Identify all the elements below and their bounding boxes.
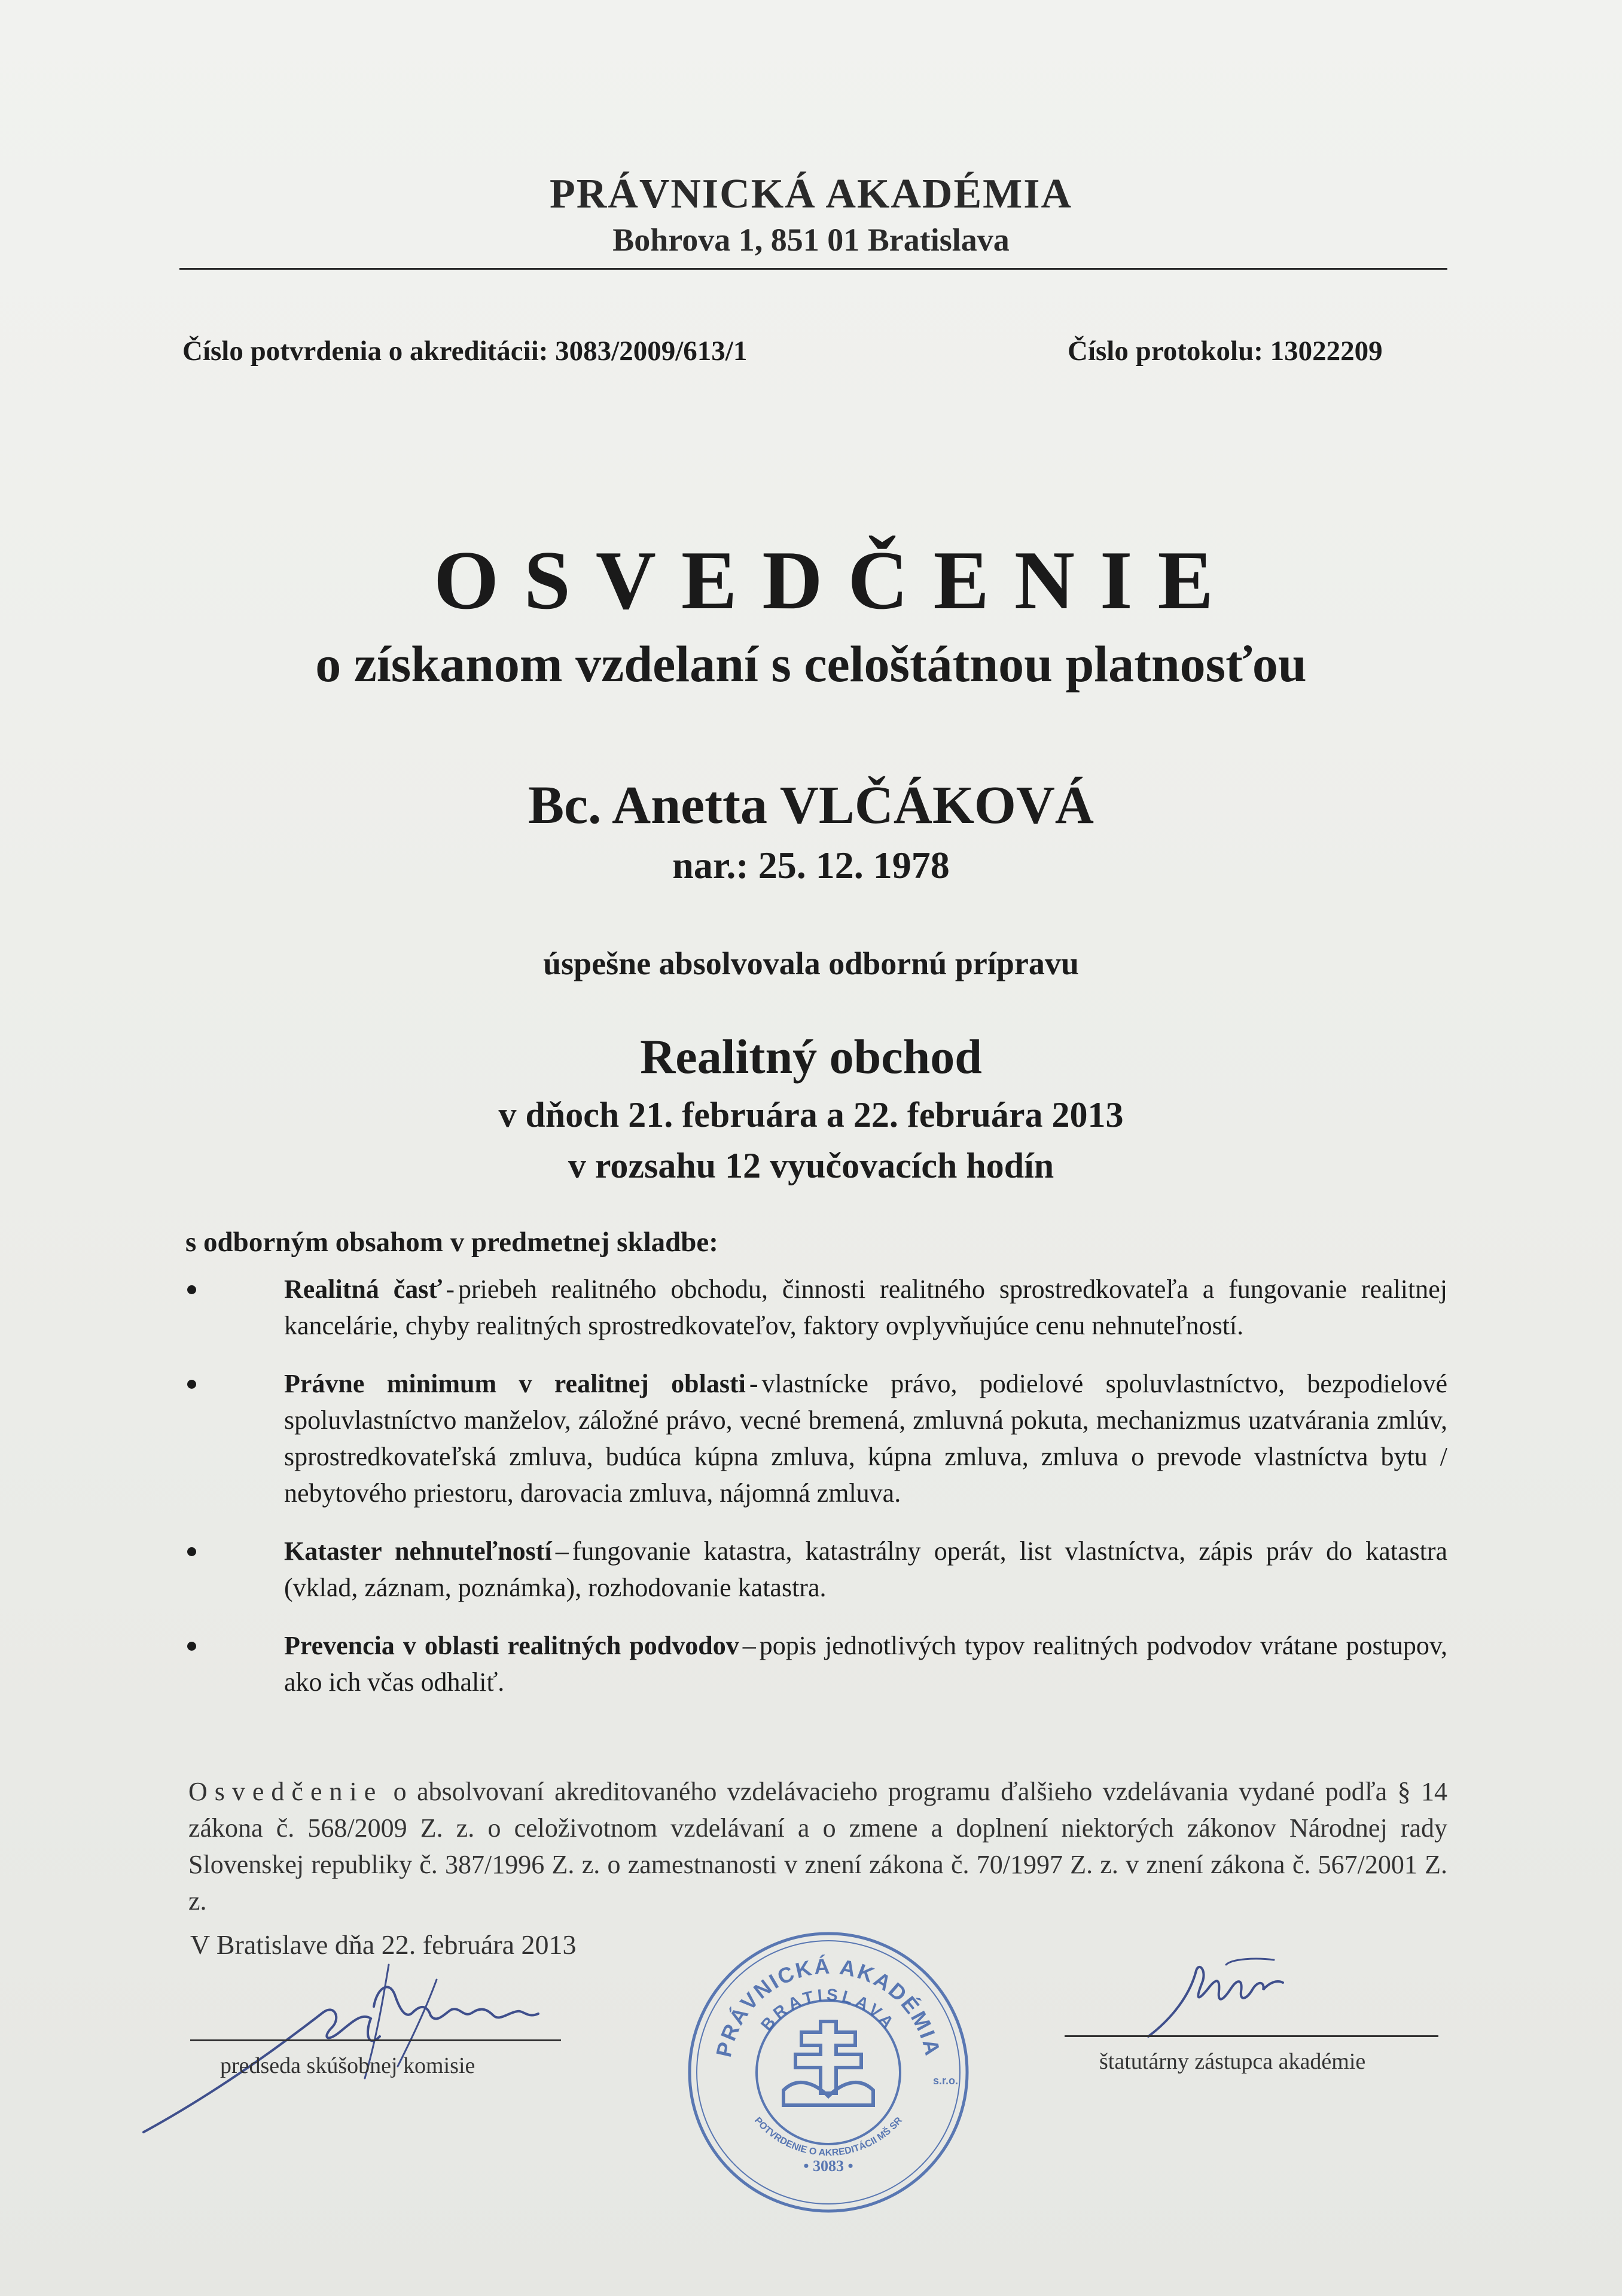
list-item xyxy=(182,1271,1447,1344)
stamp-bottom-text: POTVRDENIE O AKREDITÁCII MŠ SR xyxy=(752,2115,905,2158)
bullet-icon xyxy=(187,1547,196,1556)
signature-caption-right: štatutárny zástupca akadémie xyxy=(1099,2049,1366,2074)
stamp-city-text: BRATISLAVA xyxy=(757,1985,900,2035)
place-and-date: V Bratislave dňa 22. februára 2013 xyxy=(190,1929,577,1960)
stamp-number: • 3083 • xyxy=(803,2157,853,2175)
list-item-title: Právne minimum v realitnej oblasti xyxy=(284,1369,746,1398)
stamp-legal-form: s.r.o. xyxy=(933,2075,959,2087)
stamp-top-text: PRÁVNICKÁ AKADÉMIA xyxy=(711,1953,946,2060)
list-item-title: Realitná časť xyxy=(284,1274,443,1304)
signature-caption-left: predseda skúšobnej komisie xyxy=(220,2053,475,2078)
recipient-birth-date: nar.: 25. 12. 1978 xyxy=(672,844,950,886)
legal-notice-lead: Osvedčenie xyxy=(188,1777,383,1806)
list-item-text: priebeh realitného obchodu, činnosti realitného sprostredkovateľa a fungovanie realitnej kancelárie, chyby realitných sprostredkovateľov, faktory ovplyvňujúce cenu nehnuteľností. xyxy=(284,1274,1448,1340)
signature-line-left xyxy=(190,2039,561,2041)
list-item-separator: – xyxy=(742,1631,756,1660)
list-item-text: fungovanie katastra, katastrálny operát, list vlastníctva, zápis práv do katastra (vklad, záznam, poznámka), rozhodovanie katastra. xyxy=(284,1536,1448,1602)
list-item xyxy=(182,1627,1447,1700)
bullet-icon xyxy=(187,1285,196,1294)
list-item-separator: - xyxy=(446,1274,455,1304)
legal-notice-text: o absolvovaní akreditovaného vzdelávacieho programu ďalšieho vzdelávania vydané podľa § 14 zákona č. 568/2009 Z. z. o celoživotnom vzdelávaní a o zmene a doplnení niektorých zákonov Národnej rady Slovenskej republiky č. 387/1996 Z. z. o zamestnanosti v znení zákona č. 70/1997 Z. z. v znení zákona č. 567/2001 Z. z. xyxy=(188,1777,1448,1916)
completion-statement: úspešne absolvovala odbornú prípravu xyxy=(543,946,1079,981)
academy-representative-signature xyxy=(1136,1947,1334,2042)
content-intro: s odborným obsahom v predmetnej skladbe: xyxy=(185,1227,718,1258)
institution-address: Bohrova 1, 851 01 Bratislava xyxy=(612,222,1010,258)
list-item-separator: – xyxy=(555,1536,569,1566)
list-item-text: popis jednotlivých typov realitných podvodov vrátane postupov, ako ich včas odhaliť. xyxy=(284,1631,1447,1697)
header-divider xyxy=(179,268,1447,270)
certificate-subtitle: o získanom vzdelaní s celoštátnou platnosťou xyxy=(315,635,1307,693)
list-item xyxy=(182,1533,1447,1606)
double-cross-icon xyxy=(783,2021,873,2105)
course-hours: v rozsahu 12 vyučovacích hodín xyxy=(568,1146,1054,1185)
bullet-icon xyxy=(187,1642,196,1651)
certificate-title: OSVEDČENIE xyxy=(434,534,1239,627)
list-item-title: Prevencia v oblasti realitných podvodov xyxy=(284,1631,739,1660)
content-list xyxy=(182,1271,1447,1722)
list-item-separator: - xyxy=(749,1369,758,1398)
list-item xyxy=(182,1365,1447,1511)
course-dates: v dňoch 21. februára a 22. februára 2013 xyxy=(498,1095,1124,1135)
recipient-name: Bc. Anetta VLČÁKOVÁ xyxy=(528,776,1094,835)
bullet-icon xyxy=(187,1380,196,1389)
legal-notice xyxy=(188,1773,1447,1919)
course-name: Realitný obchod xyxy=(640,1029,982,1084)
committee-chair-signature xyxy=(126,1923,580,2144)
protocol-number: Číslo protokolu: 13022209 xyxy=(1068,336,1383,367)
academy-seal-stamp xyxy=(682,1926,975,2219)
signature-line-right xyxy=(1065,2035,1438,2037)
institution-name: PRÁVNICKÁ AKADÉMIA xyxy=(549,171,1073,217)
list-item-text: vlastnícke právo, podielové spoluvlastníctvo, bezpodielové spoluvlastníctvo manželov, záložné právo, vecné bremená, zmluvná pokuta, mechanizmus uzatvárania zmlúv, sprostredkovateľská zmluva, budúca kúpna zmluva, kúpna zmluva, zmluva o prevode vlastníctva bytu / nebytového priestoru, darovacia zmluva, nájomná zmluva. xyxy=(284,1369,1447,1508)
accreditation-number: Číslo potvrdenia o akreditácii: 3083/2009/613/1 xyxy=(182,336,748,367)
list-item-title: Kataster nehnuteľností xyxy=(284,1536,552,1566)
